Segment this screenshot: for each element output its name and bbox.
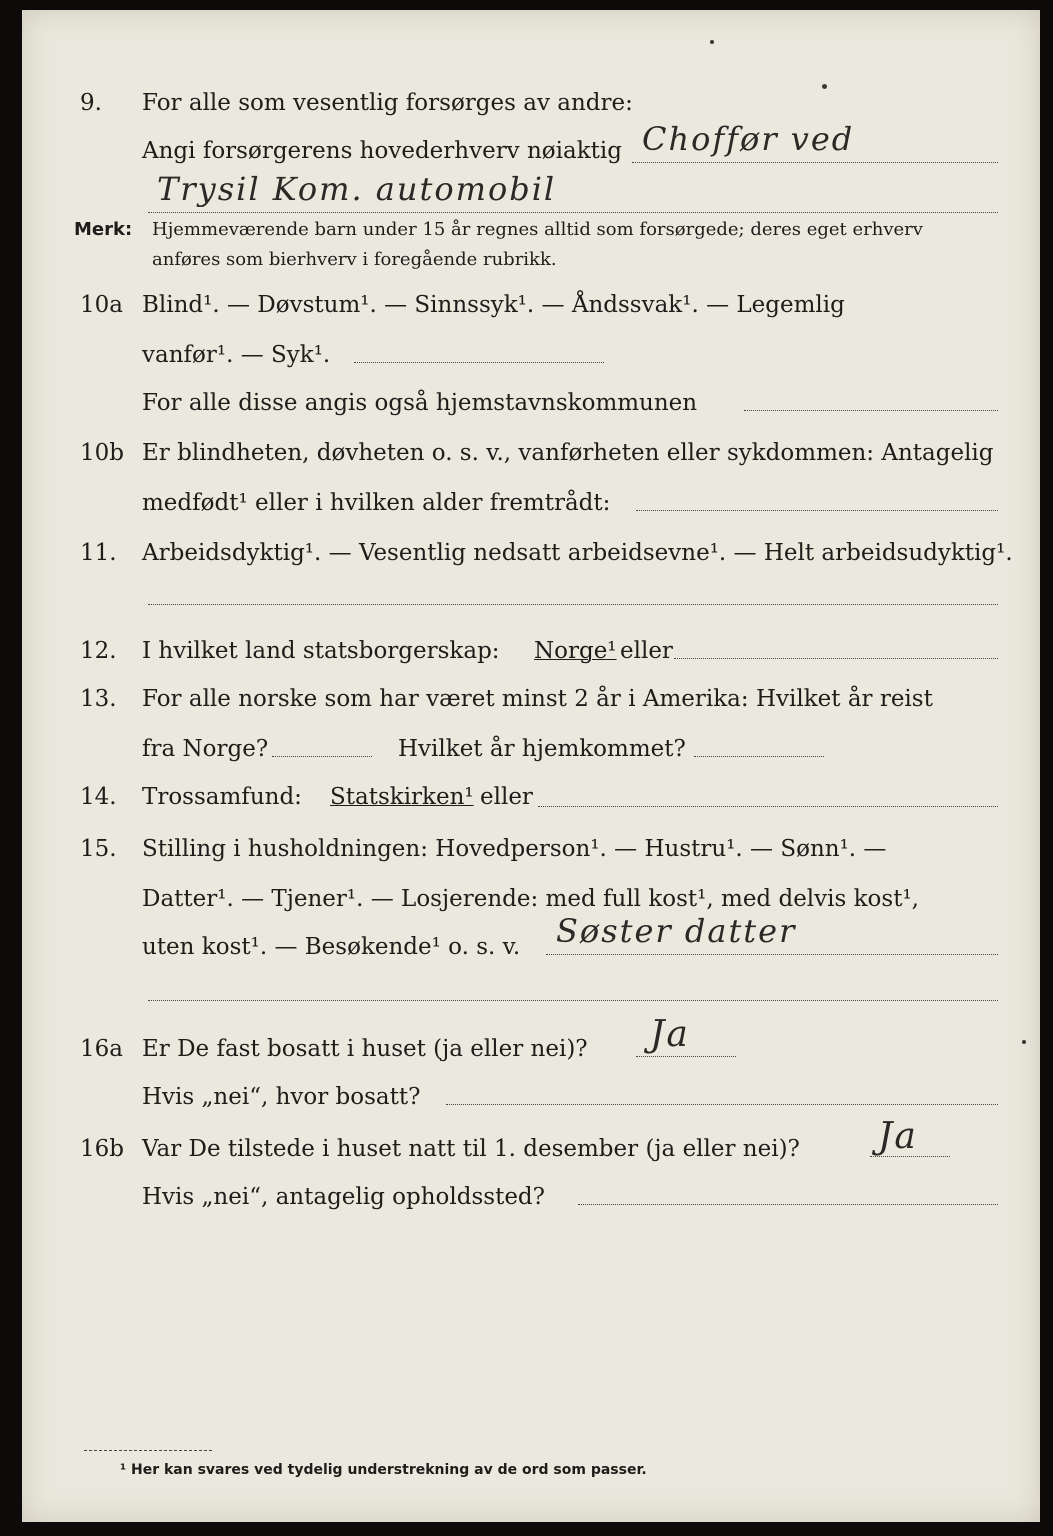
q15-answer-line-2	[148, 1000, 998, 1001]
q15-answer-line	[546, 954, 998, 955]
q16a-answer-line-2	[446, 1104, 998, 1105]
q10b-answer-line	[636, 510, 998, 511]
census-form-page	[22, 10, 1040, 1522]
q14-option-statskirken: Statskirken¹	[330, 784, 474, 810]
paper-speck	[710, 40, 714, 44]
q13-question: For alle norske som har været minst 2 år i Amerika: Hvilket år reist	[142, 686, 933, 712]
q16a-question-2: Hvis „nei“, hvor bosatt?	[142, 1084, 421, 1110]
footnote-rule	[84, 1450, 212, 1451]
paper-speck	[822, 84, 827, 89]
q14-question: Trossamfund:	[142, 784, 302, 810]
q9-answer-line	[632, 162, 998, 163]
q11-answer-line	[148, 604, 998, 605]
q16a-question: Er De fast bosatt i huset (ja eller nei)?	[142, 1036, 588, 1062]
q15-handwritten-answer[interactable]: Søster datter	[556, 912, 797, 950]
q15-number: 15.	[80, 836, 117, 862]
q16b-handwritten-answer[interactable]: Ja	[878, 1116, 918, 1157]
q15-question-3: uten kost¹. — Besøkende¹ o. s. v.	[142, 934, 521, 960]
q12-number: 12.	[80, 638, 117, 664]
q10a-answer-line-2	[744, 410, 998, 411]
q16b-question: Var De tilstede i huset natt til 1. desember (ja eller nei)?	[142, 1136, 800, 1162]
q9-question-2: Angi forsørgerens hovederhverv nøiaktig	[142, 138, 622, 164]
q12-eller: eller	[620, 638, 673, 664]
q14-number: 14.	[80, 784, 117, 810]
q12-option-norge: Norge¹	[534, 638, 617, 664]
q9-handwritten-answer-2[interactable]: Trysil Kom. automobil	[157, 170, 557, 208]
q10a-answer-line	[354, 362, 604, 363]
q13-reist: fra Norge?	[142, 736, 269, 762]
merk-line1: Hjemmeværende barn under 15 år regnes alltid som forsørgede; deres eget erhverv	[152, 219, 923, 240]
q11-number: 11.	[80, 540, 117, 566]
q16b-number: 16b	[80, 1136, 124, 1162]
q9-number: 9.	[80, 90, 102, 116]
q10b-question: Er blindheten, døvheten o. s. v., vanførheten eller sykdommen: Antagelig	[142, 440, 994, 466]
q14-eller: eller	[480, 784, 533, 810]
q15-question-2: Datter¹. — Tjener¹. — Losjerende: med full kost¹, med delvis kost¹,	[142, 886, 919, 912]
merk-line2: anføres som bierhverv i foregående rubrikk.	[152, 249, 557, 270]
merk-label: Merk:	[74, 219, 133, 240]
q13-answer-line	[272, 756, 372, 757]
q16a-number: 16a	[80, 1036, 123, 1062]
q9-handwritten-answer[interactable]: Choffør ved	[642, 120, 855, 158]
footnote: ¹ Her kan svares ved tydelig understrekning av de ord som passer.	[120, 1462, 647, 1478]
q13-hjemkommet: Hvilket år hjemkommet?	[398, 736, 686, 762]
paper-speck	[1022, 1040, 1026, 1044]
q14-answer-line	[538, 806, 998, 807]
q10b-number: 10b	[80, 440, 124, 466]
q9-answer-line-2	[148, 212, 998, 213]
q16a-answer-line	[636, 1056, 736, 1057]
q16b-answer-line-2	[578, 1204, 998, 1205]
q9-question: For alle som vesentlig forsørges av andre:	[142, 90, 633, 116]
q10b-question-2: medfødt¹ eller i hvilken alder fremtrådt:	[142, 490, 611, 516]
q16b-question-2: Hvis „nei“, antagelig opholdssted?	[142, 1184, 545, 1210]
q12-question: I hvilket land statsborgerskap:	[142, 638, 500, 664]
q10a-question-3: For alle disse angis også hjemstavnskommunen	[142, 390, 698, 416]
q15-question: Stilling i husholdningen: Hovedperson¹. — Hustru¹. — Sønn¹. —	[142, 836, 887, 862]
q10a-number: 10a	[80, 292, 123, 318]
q12-answer-line	[674, 658, 998, 659]
q13-number: 13.	[80, 686, 117, 712]
q11-question: Arbeidsdyktig¹. — Vesentlig nedsatt arbeidsevne¹. — Helt arbeidsudyktig¹.	[142, 540, 1013, 566]
q13-answer-line-2	[694, 756, 824, 757]
q16a-handwritten-answer[interactable]: Ja	[650, 1014, 690, 1055]
q10a-question: Blind¹. — Døvstum¹. — Sinnssyk¹. — Åndssvak¹. — Legemlig	[142, 292, 845, 318]
q10a-question-2: vanfør¹. — Syk¹.	[142, 342, 331, 368]
